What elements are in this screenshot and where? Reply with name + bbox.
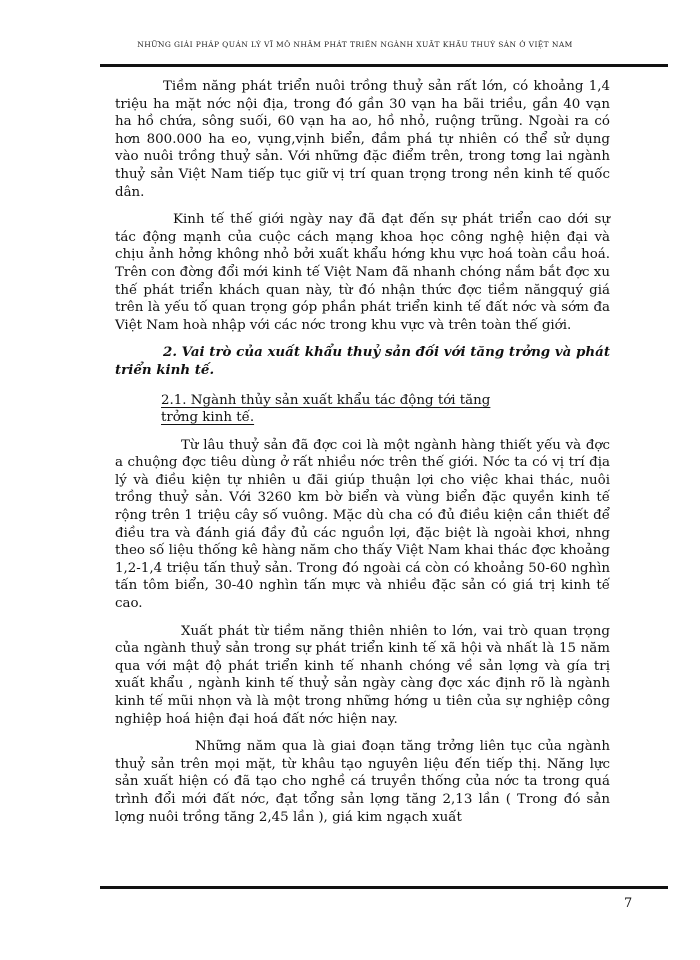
running-header: NHỮNG GIẢI PHÁP QUẢN LÝ VĨ MÔ NHẰM PHÁT TRIỂN NGÀNH XUẤT KHẨU THUỶ SẢN Ở VIỆT NAM [137, 40, 573, 49]
header-rule [100, 64, 668, 67]
paragraph-growth-period: Những năm qua là giai đoạn tăng trởng liên tục của ngành thuỷ sản trên mọi mặt, từ khâu tạo nguyên liệu đến tiếp thị. Năng lực sản xuất hiện có đã tạo cho nghề cá truyền thống của nớc ta trong quá trình đổi mới đất nớc, đạt tổng sản lợng tăng 2,13 lần ( Trong đó sản lợng nuôi trồng tăng 2,45 lần ), giá kim ngạch xuất [115, 739, 610, 825]
page-number: 7 [624, 896, 633, 911]
paragraph-fisheries-resources: Từ lâu thuỷ sản đã đợc coi là một ngành hàng thiết yếu và đợc a chuộng đợc tiêu dùng ở rất nhiều nớc trên thế giới. Nớc ta có vị trí địa lý và điều kiện tự nhiên u đãi giúp thuận lợi cho việc khai thác, nuôi trồng thuỷ sản. Với 3260 km bờ biển và vùng biển đặc quyền kinh tế rộng trên 1 triệu cây số vuông. Mặc dù cha có đủ điều kiện cần thiết để điều tra và đánh giá đầy đủ các nguồn lợi, đặc biệt là ngoài khơi, nhng theo số liệu thống kê hàng năm cho thấy Việt Nam khai thác đợc khoảng 1,2-1,4 triệu tấn thuỷ sản. Trong đó ngoài cá còn có khoảng 50-60 nghìn tấn tôm biển, 30-40 nghìn tấn mực và nhiều đặc sản có giá trị kinh tế cao. [115, 437, 610, 612]
paragraph-world-economy: Kinh tế thế giới ngày nay đã đạt đến sự phát triển cao dới sự tác động mạnh của cuộc cách mạng khoa học công nghệ hiện đại và chịu ảnh hởng không nhỏ bởi xuất khẩu hớng khu vực hoá toàn cầu hoá. Trên con đờng đổi mới kinh tế Việt Nam đã nhanh chóng nắm bắt đợc xu thế phát triển khách quan này, từ đó nhận thức đợc tiềm năngquý giá trên là yếu tố quan trọng góp phần phát triển kinh tế đất nớc và sớm đa Việt Nam hoà nhập với các nớc trong khu vực và trên toàn thế giới. [115, 212, 610, 333]
subsection-heading-2-1: 2.1. Ngành thủy sản xuất khẩu tác động tới tăng trởng kinh tế. [161, 392, 491, 426]
page-body [115, 78, 610, 836]
paragraph-key-sector: Xuất phát từ tiềm năng thiên nhiên to lớn, vai trò quan trọng của ngành thuỷ sản trong sự phát triển kinh tế xã hội và nhất là 15 năm qua với mật độ phát triển kinh tế nhanh chóng về sản lợng và gía trị xuất khẩu , ngành kinh tế thuỷ sản ngày càng đợc xác định rõ là ngành kinh tế mũi nhọn và là một trong những hớng u tiên của sự nghiệp công nghiệp hoá hiện đại hoá đất nớc hiện nay. [115, 623, 610, 727]
section-heading-2: 2. Vai trò của xuất khẩu thuỷ sản đối với tăng trởng và phát triển kinh tế. [115, 344, 610, 378]
paragraph-potential: Tiềm năng phát triển nuôi trồng thuỷ sản rất lớn, có khoảng 1,4 triệu ha mặt nớc nội địa, trong đó gần 30 vạn ha bãi triều, gần 40 vạn ha hồ chứa, sông suối, 60 vạn ha ao, hồ nhỏ, ruộng trũng. Ngoài ra có hơn 800.000 ha eo, vụng,vịnh biển, đầm phá tự nhiên có thể sử dụng vào nuôi trồng thuỷ sản. Với những đặc điểm trên, trong tơng lai ngành thuỷ sản Việt Nam tiếp tục giữ vị trí quan trọng trong nền kinh tế quốc dân. [115, 79, 610, 200]
footer-rule [100, 886, 668, 889]
